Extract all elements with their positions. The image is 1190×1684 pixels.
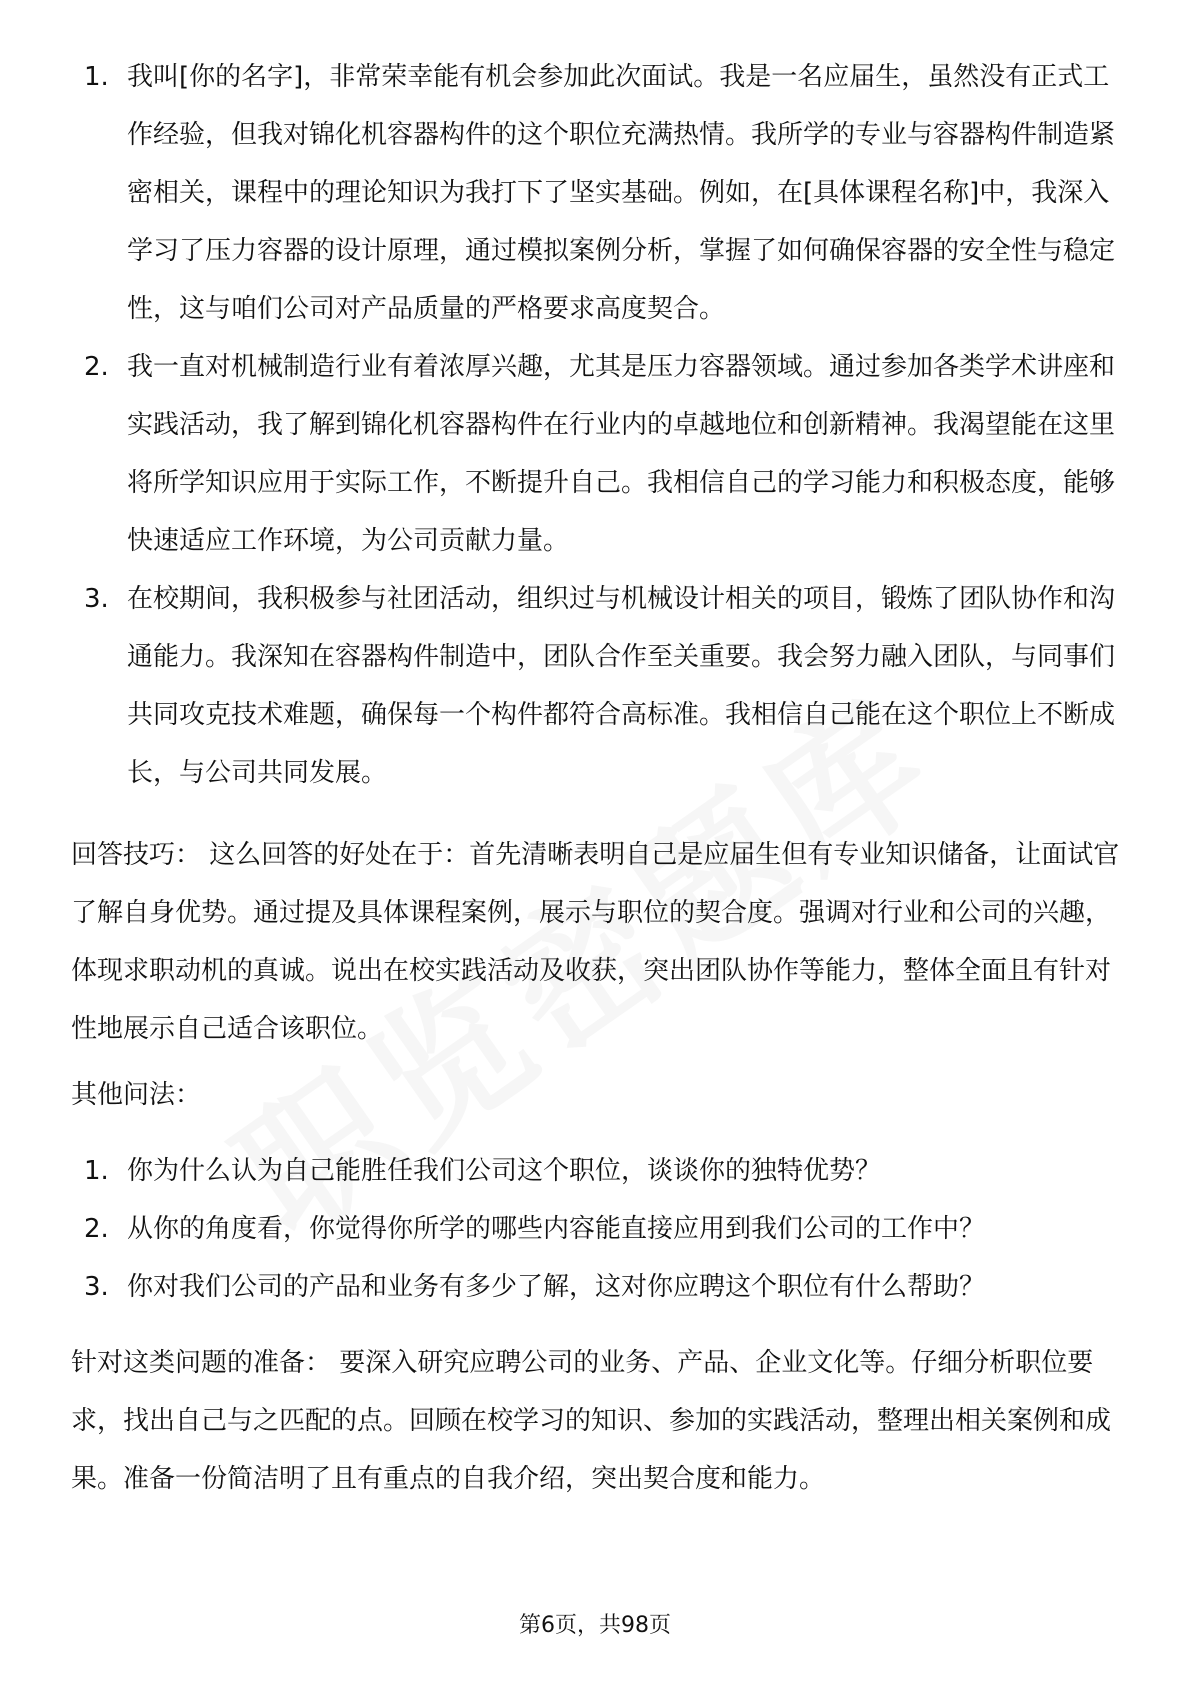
other-questions-heading: 其他问法：	[71, 1080, 202, 1110]
list-text: 你为什么认为自己能胜任我们公司这个职位，谈谈你的独特优势？	[127, 1156, 882, 1186]
list-item	[84, 48, 1124, 338]
question-list	[84, 1142, 1124, 1316]
list-number: 2.	[84, 1214, 109, 1244]
list-number: 3.	[84, 584, 109, 614]
tips-paragraph: 回答技巧： 这么回答的好处在于：首先清晰表明自己是应届生但有专业知识储备，让面试官了解自身优势。通过提及具体课程案例，展示与职位的契合度。强调对行业和公司的兴趣，体现求职动机的真诚。说出在校实践活动及收获，突出团队协作等能力，整体全面且有针对性地展示自己适合该职位。	[71, 840, 1120, 1044]
list-item	[84, 1258, 1124, 1316]
list-number: 1.	[84, 1156, 109, 1186]
list-text: 从你的角度看，你觉得你所学的哪些内容能直接应用到我们公司的工作中？	[127, 1214, 986, 1244]
list-number: 2.	[84, 352, 109, 382]
list-text: 在校期间，我积极参与社团活动，组织过与机械设计相关的项目，锻炼了团队协作和沟通能力。我深知在容器构件制造中，团队合作至关重要。我会努力融入团队，与同事们共同攻克技术难题，确保每一个构件都符合高标准。我相信自己能在这个职位上不断成长，与公司共同发展。	[127, 584, 1116, 788]
list-item	[84, 1200, 1124, 1258]
list-text: 我叫[你的名字]，非常荣幸能有机会参加此次面试。我是一名应届生，虽然没有正式工作经验，但我对锦化机容器构件的这个职位充满热情。我所学的专业与容器构件制造紧密相关，课程中的理论知识为我打下了坚实基础。例如，在[具体课程名称]中，我深入学习了压力容器的设计原理，通过模拟案例分析，掌握了如何确保容器的安全性与稳定性，这与咱们公司对产品质量的严格要求高度契合。	[127, 62, 1116, 324]
preparation-paragraph: 针对这类问题的准备： 要深入研究应聘公司的业务、产品、企业文化等。仔细分析职位要求，找出自己与之匹配的点。回顾在校学习的知识、参加的实践活动，整理出相关案例和成果。准备一份简洁明了且有重点的自我介绍，突出契合度和能力。	[71, 1348, 1112, 1494]
answer-list	[84, 48, 1124, 802]
list-number: 3.	[84, 1272, 109, 1302]
list-text: 你对我们公司的产品和业务有多少了解，这对你应聘这个职位有什么帮助？	[127, 1272, 986, 1302]
list-text: 我一直对机械制造行业有着浓厚兴趣，尤其是压力容器领域。通过参加各类学术讲座和实践活动，我了解到锦化机容器构件在行业内的卓越地位和创新精神。我渴望能在这里将所学知识应用于实际工作，不断提升自己。我相信自己的学习能力和积极态度，能够快速适应工作环境，为公司贡献力量。	[127, 352, 1116, 556]
list-item	[84, 1142, 1124, 1200]
list-number: 1.	[84, 62, 109, 92]
list-item	[84, 570, 1124, 802]
list-item	[84, 338, 1124, 570]
page-footer: 第6页，共98页	[519, 1613, 671, 1638]
